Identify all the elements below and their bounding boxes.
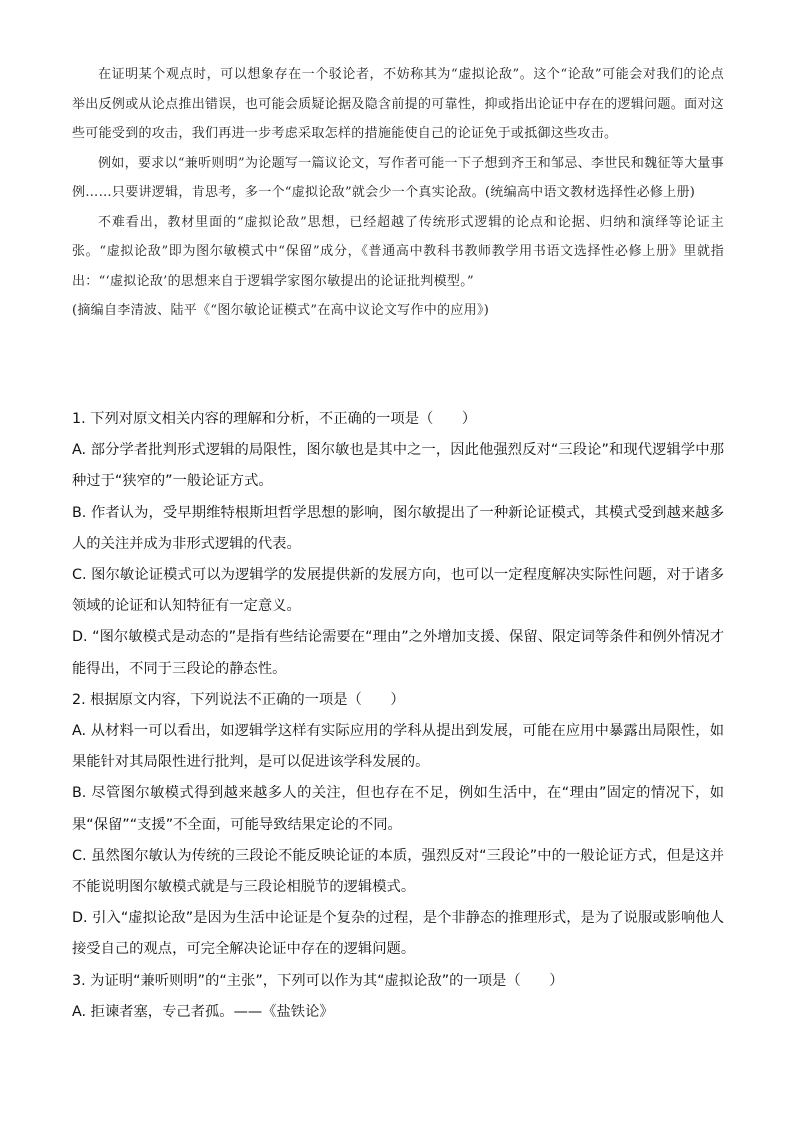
reading-passage <box>72 60 724 326</box>
question-2-stem: 2. 根据原文内容，下列说法不正确的一项是（ ） <box>72 691 405 708</box>
question-2-option-b: B. 尽管图尔敏模式得到越来越多人的关注，但也存在不足，例如生活中，在“理由”固定的情况下，如果“保留”“支援”不全面，可能导致结果定论的不同。 <box>72 785 724 833</box>
question-1-option-c: C. 图尔敏论证模式可以为逻辑学的发展提供新的发展方向，也可以一定程度解决实际性问题，对于诸多领域的论证和认知特征有一定意义。 <box>72 567 724 615</box>
question-2-option-d: D. 引入“虚拟论敌”是因为生活中论证是个复杂的过程，是个非静态的推理形式，是为了说服或影响他人接受自己的观点，可完全解决论证中存在的逻辑问题。 <box>72 910 724 958</box>
passage-paragraph-3: 不难看出，教材里面的“虚拟论敌”思想，已经超越了传统形式逻辑的论点和论据、归纳和演绎等论证主张。“虚拟论敌”即为图尔敏模式中“保留”成分，《普通高中教科书教师教学用书语文选择性必修上册》里就指出：“‘虚拟论敌’的思想来自于逻辑学家图尔敏提出的论证批判模型。” <box>72 214 724 289</box>
question-1-option-b: B. 作者认为，受早期维特根斯坦哲学思想的影响，图尔敏提出了一种新论证模式，其模式受到越来越多人的关注并成为非形式逻辑的代表。 <box>72 504 724 552</box>
question-3-option-a: A. 拒谏者塞，专己者孤。——《盐铁论》 <box>72 1003 334 1020</box>
question-list <box>72 404 724 1028</box>
question-1-option-a: A. 部分学者批判形式逻辑的局限性，图尔敏也是其中之一，因此他强烈反对“三段论”和现代逻辑学中那种过于“狭窄的”一般论证方式。 <box>72 442 724 490</box>
question-1-option-d: D. “图尔敏模式是动态的”是指有些结论需要在“理由”之外增加支援、保留、限定词等条件和例外情况才能得出，不同于三段论的静态性。 <box>72 629 724 677</box>
passage-paragraph-2: 例如，要求以“兼听则明”为论题写一篇议论文，写作者可能一下子想到齐王和邹忌、李世民和魏征等大量事例……只要讲逻辑，肯思考，多一个“虚拟论敌”就会少一个真实论敌。(统编高中语文教材选择性必修上册) <box>72 155 724 200</box>
passage-paragraph-1: 在证明某个观点时，可以想象存在一个驳论者，不妨称其为“虚拟论敌”。这个“论敌”可能会对我们的论点举出反例或从论点推出错误，也可能会质疑论据及隐含前提的可靠性，抑或指出论证中存在的逻辑问题。面对这些可能受到的攻击，我们再进一步考虑采取怎样的措施能使自己的论证免于或抵御这些攻击。 <box>72 67 724 141</box>
question-2-option-c: C. 虽然图尔敏认为传统的三段论不能反映论证的本质，强烈反对“三段论”中的一般论证方式，但是这并不能说明图尔敏模式就是与三段论相脱节的逻辑模式。 <box>72 847 724 896</box>
question-3-stem: 3. 为证明“兼听则明”的“主张”，下列可以作为其“虚拟论敌”的一项是（ ） <box>72 972 564 989</box>
question-1-stem: 1. 下列对原文相关内容的理解和分析，不正确的一项是（ ） <box>72 411 477 427</box>
question-2-option-a: A. 从材料一可以看出，如逻辑学这样有实际应用的学科从提出到发展，可能在应用中暴露出局限性，如果能针对其局限性进行批判，是可以促进该学科发展的。 <box>72 723 724 771</box>
passage-source: (摘编自李清波、陆平《“图尔敏论证模式”在高中议论文写作中的应用》) <box>72 303 490 318</box>
